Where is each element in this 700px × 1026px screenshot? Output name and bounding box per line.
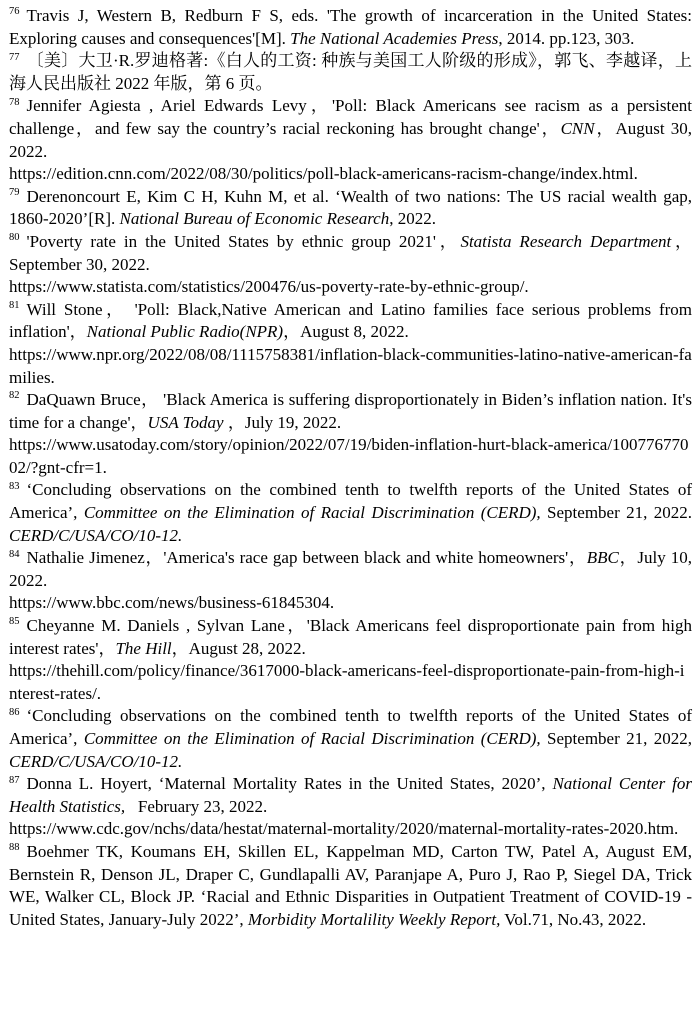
footnote-text: 'Poverty rate in the United States by ethnic group 2021'， — [26, 231, 461, 251]
footnote-number: 76 — [9, 6, 20, 18]
footnote-text: ，August 8, 2022. — [283, 322, 409, 342]
footnote-text: ，August 28, 2022. — [171, 638, 306, 658]
footnote-number: 86 — [9, 706, 20, 718]
footnote-number: 79 — [9, 187, 20, 199]
footnote-80 — [9, 231, 692, 299]
footnotes-list — [9, 5, 692, 931]
footnote-text: Nathalie Jimenez，'America's race gap between black and white homeowners'， — [26, 548, 587, 568]
footnote-text: ，July 19, 2022. — [223, 412, 342, 432]
footnote-text: September 21, 2022. — [540, 503, 693, 523]
footnote-italic-text: National Public Radio(NPR) — [86, 322, 284, 342]
footnote-text: 〔美〕大卫·R.罗迪格著:《白人的工资: 种族与美国工人阶级的形成》，郭飞、李越译，上海人民出版社 2022 年版，第 6 页。 — [9, 51, 692, 93]
footnote-url-text: https://thehill.com/policy/finance/3617000-black-americans-feel-disproportionate-pain-from-high-interest-rates/. — [9, 661, 685, 703]
footnote-text: Travis J, Western B, Redburn F S, eds. 'The growth of incarceration in the United States: Exploring causes and consequences'[M]. — [9, 6, 692, 48]
footnote-text: , 2022. — [389, 209, 436, 229]
footnote-italic-text: CERD/C/USA/CO/10-12. — [9, 751, 183, 771]
footnote-text: Vol.71, No.43, 2022. — [500, 909, 647, 929]
footnote-text: ，August 30, 2022. — [9, 118, 692, 161]
footnote-87 — [9, 773, 692, 841]
footnote-url-text: https://www.usatoday.com/story/opinion/2022/07/19/biden-inflation-hurt-black-america/10077677002/?gnt-cfr=1. — [9, 435, 689, 477]
footnote-number: 83 — [9, 480, 20, 492]
footnote-url-text: https://www.npr.org/2022/08/08/1115758381/inflation-black-communities-latino-native-american-families. — [9, 344, 692, 387]
footnote-italic-text: Committee on the Elimination of Racial Discrimination (CERD), — [83, 729, 541, 748]
footnote-79 — [9, 186, 692, 231]
footnote-text: Derenoncourt E, Kim C H, Kuhn M, et al. ‘Wealth of two nations: The US racial wealth gap, 1860-2020’[R]. — [9, 186, 692, 229]
footnote-76 — [9, 5, 692, 50]
footnote-text: ‘Concluding observations on the combined tenth to twelfth reports of the United States of America’, — [9, 480, 692, 523]
footnote-77 — [9, 50, 692, 95]
footnote-78 — [9, 95, 692, 185]
footnote-italic-text: The National Academies Press — [290, 28, 499, 48]
footnote-italic-text: National Center for Health Statistics, — [9, 774, 692, 816]
footnote-text: September 21, 2022, — [540, 729, 693, 748]
footnote-text: Cheyanne M. Daniels , Sylvan Lane，'Black Americans feel disproportionate pain from high interest rates'， — [9, 616, 692, 658]
footnote-italic-text: National Bureau of Economic Research — [119, 209, 390, 229]
footnote-url-text: https://www.statista.com/statistics/200476/us-poverty-rate-by-ethnic-group/. — [9, 277, 529, 297]
footnote-italic-text: Committee on the Elimination of Racial Discrimination (CERD), — [83, 503, 541, 523]
footnote-text: , 2014. pp.123, 303. — [498, 28, 635, 48]
footnote-url-text: https://edition.cnn.com/2022/08/30/politics/poll-black-americans-racism-change/index.html. — [9, 164, 638, 184]
footnote-text: February 23, 2022. — [125, 796, 268, 816]
footnote-85 — [9, 615, 692, 705]
footnote-number: 85 — [9, 616, 20, 628]
footnote-italic-text: USA Today — [147, 412, 224, 432]
footnote-text: DaQuawn Bruce， 'Black America is suffering disproportionately in Biden’s inflation nation. It's time for a change'， — [9, 390, 692, 432]
footnote-81 — [9, 299, 692, 389]
footnote-83 — [9, 479, 692, 547]
footnote-text: Donna L. Hoyert, ‘Maternal Mortality Rates in the United States, 2020’, — [26, 774, 553, 794]
footnote-italic-text: Morbidity Mortalility Weekly Report, — [247, 909, 501, 929]
footnote-number: 84 — [9, 548, 20, 560]
footnote-number: 88 — [9, 842, 20, 854]
footnote-text: Will Stone， 'Poll: Black,Native American and Latino families face serious problems from inflation'， — [9, 299, 692, 342]
footnote-number: 77 — [9, 51, 20, 63]
footnote-86 — [9, 705, 692, 773]
footnote-84 — [9, 547, 692, 615]
footnote-italic-text: BBC — [586, 548, 619, 568]
footnote-82 — [9, 389, 692, 479]
footnote-number: 80 — [9, 232, 20, 244]
footnote-88 — [9, 841, 692, 931]
footnote-italic-text: CNN — [560, 118, 595, 138]
footnote-url-text: https://www.cdc.gov/nchs/data/hestat/maternal-mortality/2020/maternal-mortality-rates-2020.htm. — [9, 819, 679, 839]
footnote-number: 78 — [9, 96, 20, 108]
footnote-text: Jennifer Agiesta , Ariel Edwards Levy，'Poll: Black Americans see racism as a persistent challenge，and few say the country’s racial reckoning has brought change'， — [9, 96, 692, 138]
footnote-italic-text: CERD/C/USA/CO/10-12. — [9, 525, 183, 545]
footnote-italic-text: Statista Research Department — [460, 231, 672, 251]
footnote-text: Boehmer TK, Koumans EH, Skillen EL, Kappelman MD, Carton TW, Patel A, August EM, Bernstein R, Denson JL, Draper C, Gundlapalli AV, Paranjape A, Puro J, Rao P, Siegel DA, Trick WE, Walker CL, Block JP. ‘Racial and Ethnic Disparities in Outpatient Treatment of COVID-19 - United States, January-July 2022’, — [9, 841, 692, 929]
footnote-number: 87 — [9, 774, 20, 786]
footnote-text: ，July 10, 2022. — [9, 548, 692, 590]
footnote-text: ‘Concluding observations on the combined tenth to twelfth reports of the United States of America’, — [9, 706, 692, 748]
footnote-italic-text: The Hill — [115, 638, 172, 658]
footnote-number: 81 — [9, 300, 20, 312]
footnote-url-text: https://www.bbc.com/news/business-61845304. — [9, 593, 335, 613]
footnote-number: 82 — [9, 390, 20, 402]
footnote-text: ，September 30, 2022. — [9, 231, 693, 274]
